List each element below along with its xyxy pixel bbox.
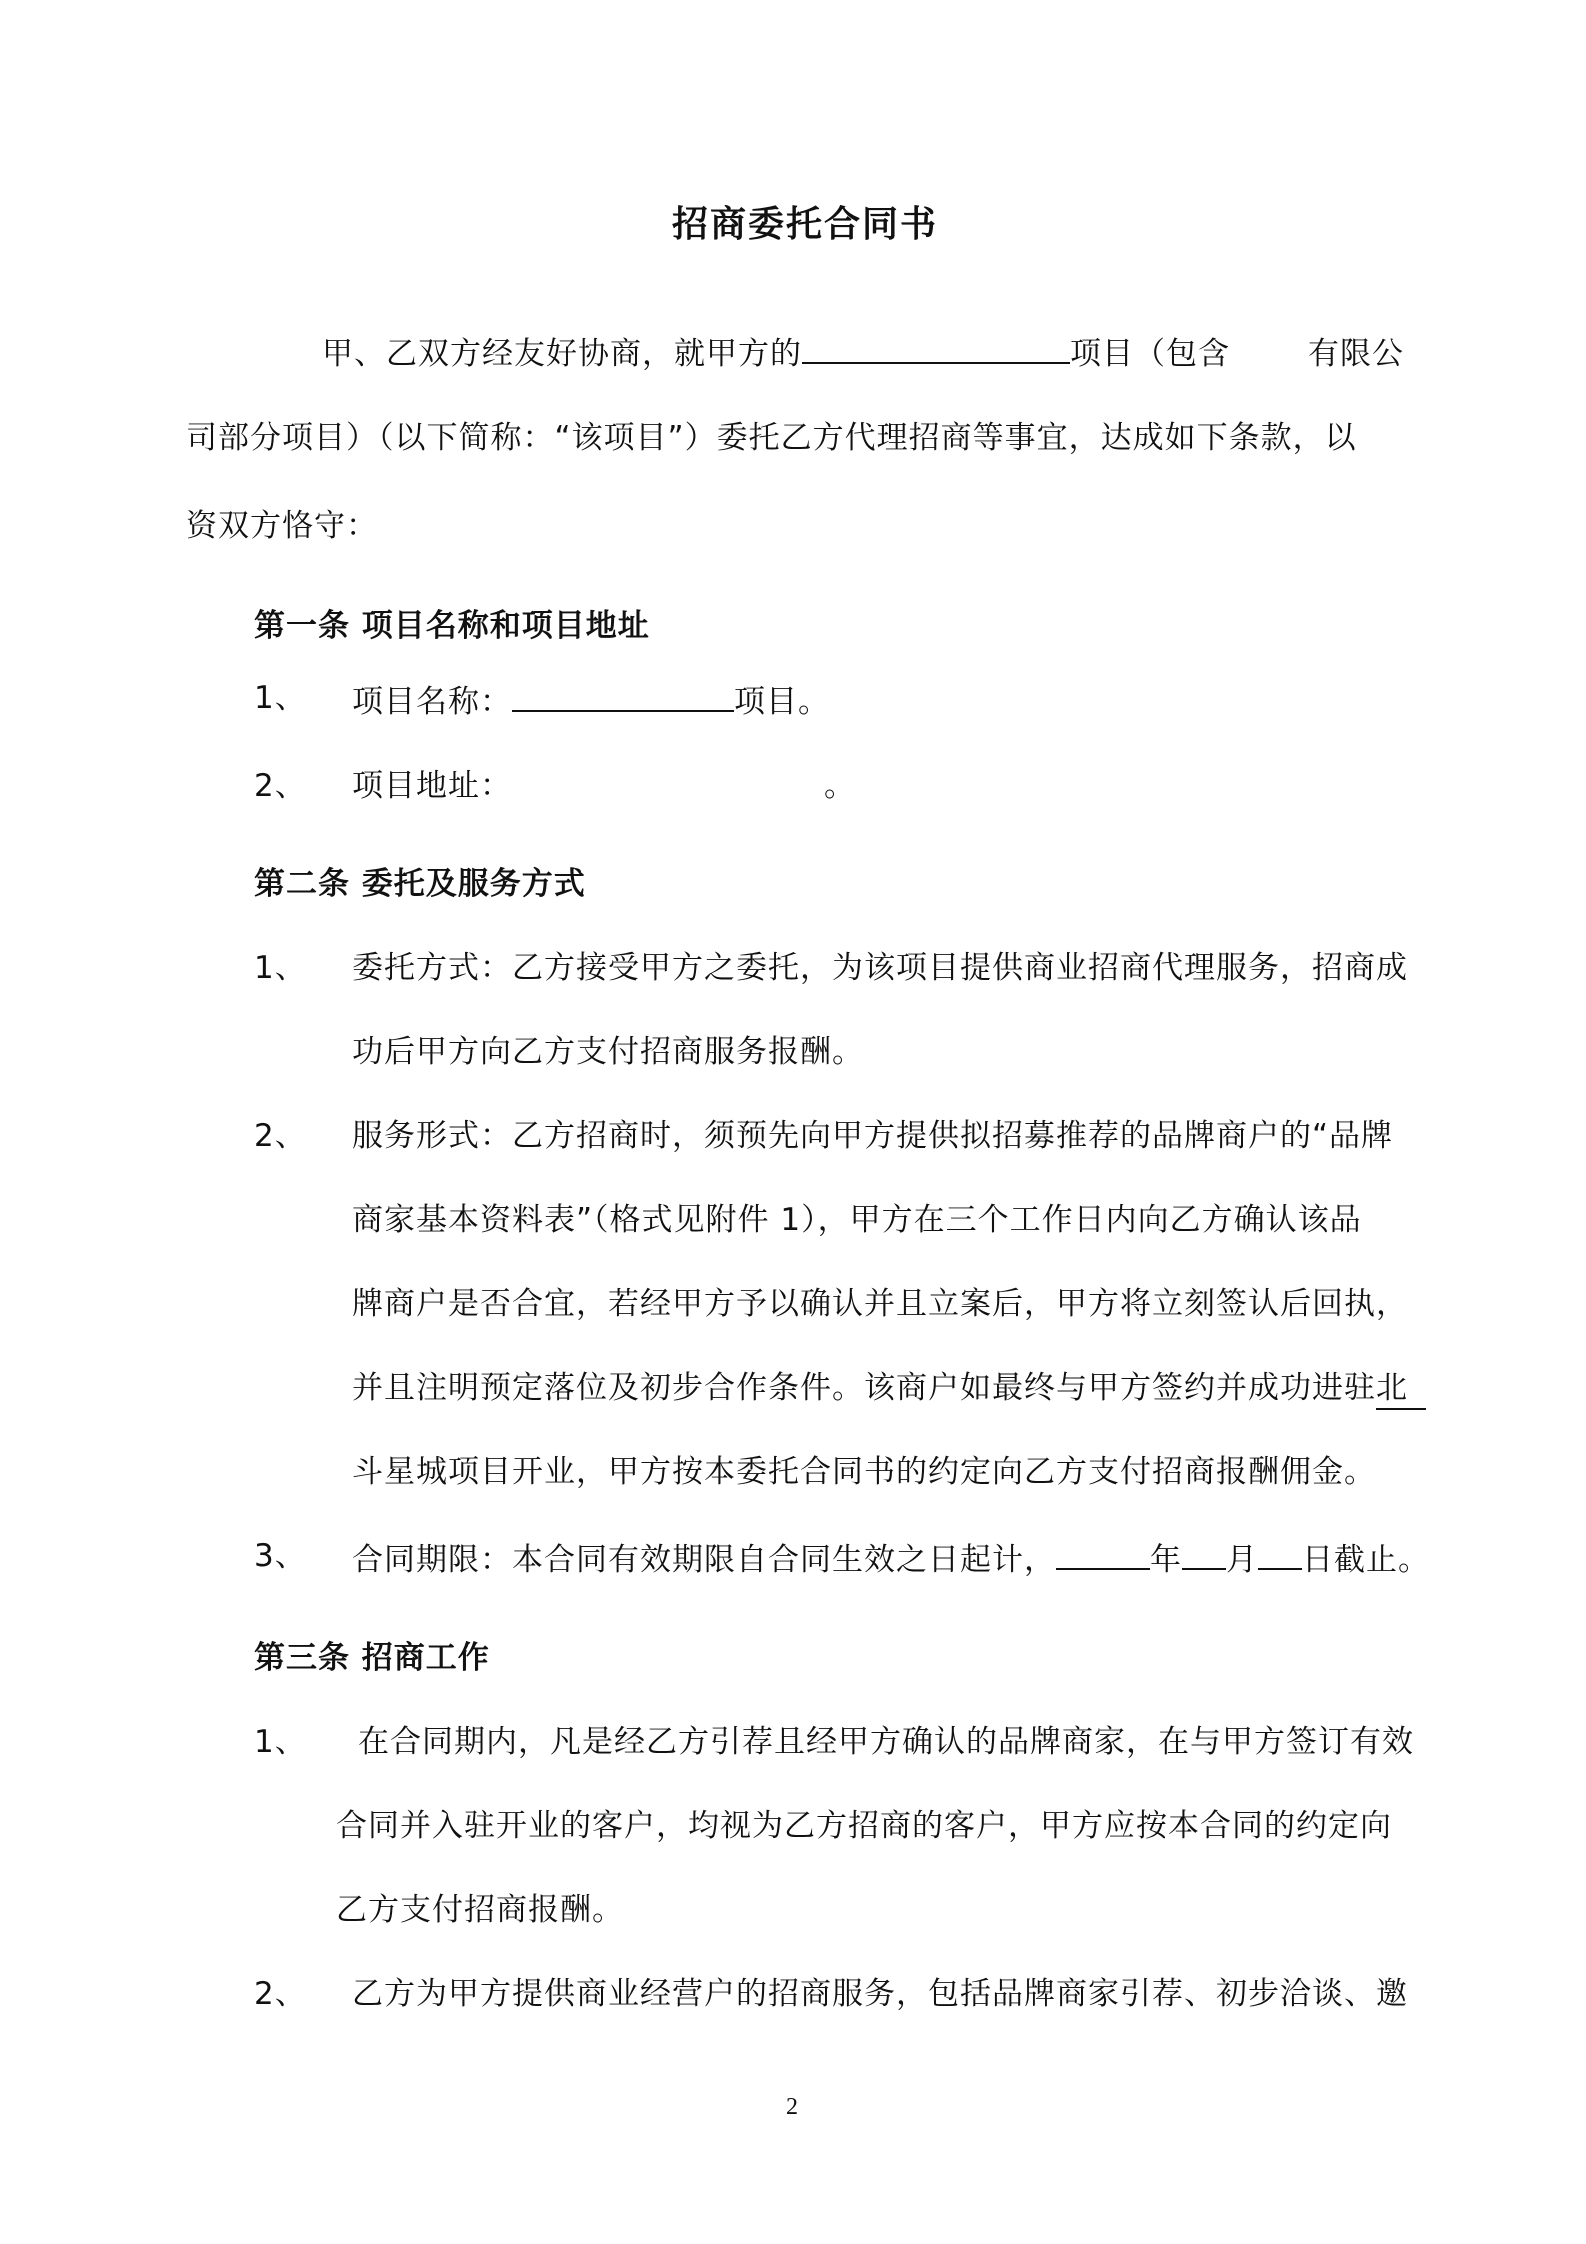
article-2-item-2-line-2: 商家基本资料表”（格式见附件 1），甲方在三个工作日内向乙方确认该品 [352,1202,1362,1238]
item-text: 年 [1150,1542,1182,1578]
blank-year [1056,1536,1150,1570]
item-text: 项目。 [734,684,830,720]
intro-text: 甲、乙双方经友好协商，就甲方的 [322,336,802,372]
article-3-heading: 第三条 招商工作 [254,1640,490,1676]
article-2-item-3-number: 3、 [254,1538,307,1574]
intro-text: 项目（包含 [1070,336,1230,372]
item-text: 项目地址： [352,768,512,804]
article-1-item-2-number: 2、 [254,768,307,804]
article-2-item-2-number: 2、 [254,1118,307,1154]
article-2-item-2-line-1: 服务形式：乙方招商时，须预先向甲方提供拟招募推荐的品牌商户的“品牌 [352,1118,1394,1154]
item-text: 并且注明预定落位及初步合作条件。该商户如最终与甲方签约并成功进驻 [352,1370,1376,1406]
article-2-item-2-line-3: 牌商户是否合宜，若经甲方予以确认并且立案后，甲方将立刻签认后回执， [352,1286,1408,1322]
item-text: 日截止。 [1302,1542,1430,1578]
item-text: 。 [824,768,856,804]
article-3-item-1-line-1: 在合同期内，凡是经乙方引荐且经甲方确认的品牌商家，在与甲方签订有效 [358,1724,1414,1760]
article-1-item-1 [352,678,830,722]
article-2-item-1-line-2: 功后甲方向乙方支付招商服务报酬。 [352,1034,864,1070]
blank-line [802,330,1070,364]
item-text: 项目名称： [352,684,512,720]
intro-line-3: 资双方恪守： [186,508,378,544]
intro-text: 有限公 [1308,336,1404,372]
article-2-heading: 第二条 委托及服务方式 [254,866,586,902]
article-2-item-2-line-5: 斗星城项目开业，甲方按本委托合同书的约定向乙方支付招商报酬佣金。 [352,1454,1376,1490]
article-3-item-1-line-2: 合同并入驻开业的客户，均视为乙方招商的客户，甲方应按本合同的约定向 [336,1808,1392,1844]
item-text: 月 [1226,1542,1258,1578]
item-text: 合同期限：本合同有效期限自合同生效之日起计， [352,1542,1056,1578]
article-1-heading: 第一条 项目名称和项目地址 [254,608,650,644]
underlined-text: 北 [1376,1368,1426,1410]
article-3-item-1-line-3: 乙方支付招商报酬。 [336,1892,624,1928]
blank-day [1258,1536,1302,1570]
article-2-item-3 [352,1536,1430,1580]
article-1-item-2 [352,766,856,806]
blank-line [512,678,734,712]
intro-line-2: 司部分项目）（以下简称：“该项目”）委托乙方代理招商等事宜，达成如下条款，以 [186,420,1357,456]
blank-month [1182,1536,1226,1570]
article-3-item-2-line-1: 乙方为甲方提供商业经营户的招商服务，包括品牌商家引荐、初步洽谈、邀 [352,1976,1408,2012]
article-3-item-2-number: 2、 [254,1976,307,2012]
article-1-item-1-number: 1、 [254,680,307,716]
page-number: 2 [786,2094,798,2120]
document-title: 招商委托合同书 [672,204,939,245]
article-3-item-1-number: 1、 [254,1724,307,1760]
article-2-item-1-line-1: 委托方式：乙方接受甲方之委托，为该项目提供商业招商代理服务，招商成 [352,950,1408,986]
intro-line-1 [322,330,1404,374]
article-2-item-1-number: 1、 [254,950,307,986]
article-2-item-2-line-4 [352,1368,1426,1410]
